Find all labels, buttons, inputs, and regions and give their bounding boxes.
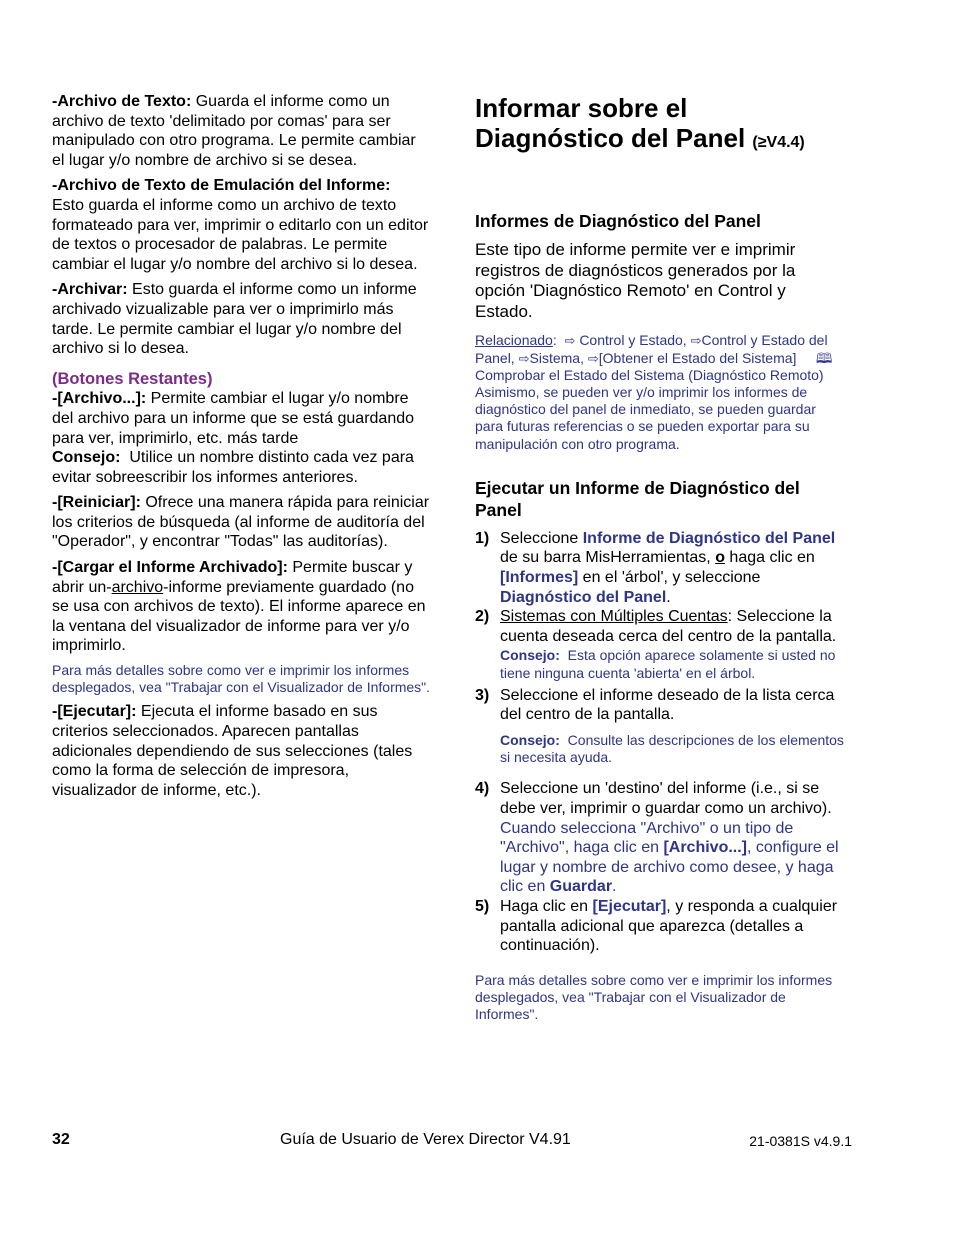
step-text: , y responda a cualquier pantalla adicional que aparezca (detalles a continuación). — [500, 897, 838, 955]
ejecutar-button-ref[interactable]: [Ejecutar] — [592, 897, 667, 915]
page-number: 32 — [52, 1131, 70, 1148]
tip-text: Esta opción aparece solamente si usted no tiene ninguna cuenta 'abierta' en el árbol. — [500, 647, 836, 681]
ejecutar-label: [Ejecutar]: — [57, 703, 137, 721]
cargar-label: [Cargar el Informe Archivado]: — [57, 559, 288, 577]
step-1 — [475, 529, 847, 607]
step-4-detail — [500, 819, 847, 897]
reiniciar-label: [Reiniciar]: — [57, 494, 141, 512]
archivo-emulacion-label: Archivo de Texto de Emulación del Informe: — [57, 177, 391, 195]
step-2-tip — [500, 647, 847, 681]
step-number: 5) — [475, 897, 490, 915]
archivo-emulacion-text: Esto guarda el informe como un archivo de texto formateado para ver, imprimir o editarlo con un editor de textos o procesador de palabras. Le permite cambiar el lugar y/o nombre del archivo si lo desea. — [52, 196, 429, 273]
archivar-text: Esto guarda el informe como un informe archivado vizualizable para ver o imprimirlo más tarde. Le permite cambiar el lugar y/o nombre del archivo si lo desea. — [52, 281, 417, 358]
step-3 — [475, 686, 847, 767]
step-number: 3) — [475, 686, 490, 704]
archivo-texto-text: Guarda el informe como un archivo de texto 'delimitado por comas' para ser manipulado con otro programa. Le permite cambiar el lugar y/o nombre de archivo si se desea. — [52, 93, 416, 169]
step-text: , configure el lugar y nombre de archivo como desee, y haga clic en — [500, 839, 839, 896]
title-line1: Informar sobre el — [475, 93, 688, 123]
archivo-texto-item: -Archivo de Texto: Guarda el informe como un archivo de texto 'delimitado por comas' para ser manipulado con otro programa. Le permite cambiar el lugar y/o nombre de archivo si se desea. — [52, 93, 416, 169]
section1-text: Este tipo de informe permite ver e imprimir registros de diagnósticos generados por la opción 'Diagnóstico Remoto' en Control y Estado. — [475, 240, 796, 321]
step-text: Haga clic en — [500, 897, 593, 915]
related-link-comprobar[interactable]: Comprobar el Estado del Sistema (Diagnóstico Remoto) — [475, 366, 824, 383]
step-text: en el 'árbol', y seleccione — [578, 568, 761, 586]
related-link-obtener[interactable]: [Obtener el Estado del Sistema] — [598, 349, 797, 366]
ejecutar-text: Ejecuta el informe basado en sus criterios seleccionados. Aparecen pantallas adicionales dependiendo de sus selecciones (tales como la forma de selección de impresora, visualizador de informe, etc.). — [52, 703, 413, 799]
arrow-icon: ⇨ — [587, 350, 599, 366]
left-column — [52, 92, 432, 806]
step-text: . — [612, 878, 617, 896]
step-text: : Seleccione la cuenta deseada cerca del centro de la pantalla. — [500, 608, 837, 645]
archivar-label: Archivar: — [57, 281, 128, 299]
related-label[interactable]: Relacionado — [475, 332, 553, 349]
cargar-text-a: Permite buscar y abrir un- — [52, 559, 413, 596]
reiniciar-text: Ofrece una manera rápida para reiniciar los criterios de búsqueda (al informe de auditoría del "Operador", y encontrar "Todas" las auditorías). — [52, 494, 430, 551]
step-text: Seleccione un 'destino' del informe (i.e., si se debe ver, imprimir o guardar como un archivo). — [500, 780, 832, 817]
archivo-button-item: -[Archivo...]: Permite cambiar el lugar y/o nombre del archivo para un informe que se está guardando para ver, imprimirlo, etc. más tarde Consejo: Utilice un nombre distinto cada vez para evitar sobreescribir los informes anteriores. — [52, 390, 415, 486]
tip-text: Consulte las descripciones de los elementos si necesita ayuda. — [500, 731, 844, 766]
document-code: 21-0381S v4.9.1 — [749, 1133, 852, 1149]
tool-informe-diagnostico[interactable]: Informe de Diagnóstico del Panel — [582, 529, 836, 547]
archivar-item: -Archivar: Esto guarda el informe como un informe archivado vizualizable para ver o imprimirlo más tarde. Le permite cambiar el lugar y/o nombre del archivo si lo desea. — [52, 281, 417, 358]
related-links: Relacionado: ⇨ Control y Estado, ⇨Control y Estado del Panel, ⇨Sistema, ⇨[Obtener el Estado del Sistema] 🕮 Comprobar el Estado del Sistema (Diagnóstico Remoto) — [475, 332, 833, 383]
tip-label: Consejo: — [500, 647, 560, 664]
step-text: Sistemas con Múltiples Cuentas — [500, 608, 728, 626]
botones-heading: (Botones Restantes) — [52, 369, 213, 388]
tip-label: Consejo: — [500, 731, 560, 748]
archivo-texto-label: Archivo de Texto: — [57, 93, 192, 110]
ejecutar-item: -[Ejecutar]: Ejecuta el informe basado en sus criterios seleccionados. Aparecen pantallas adicionales dependiendo de sus selecciones (tales como la forma de selección de impresora, visualizador de informe, etc.). — [52, 703, 413, 799]
archivo-button-text: Permite cambiar el lugar y/o nombre del archivo para un informe que se está guardando para ver, imprimirlo, etc. más tarde — [52, 390, 415, 447]
related-link-sistema[interactable]: Sistema, — [529, 349, 584, 366]
archivo-link[interactable]: archivo — [111, 578, 164, 596]
arrow-icon: ⇨ — [518, 350, 530, 366]
archivo-tip-label: Consejo: — [52, 449, 121, 467]
step-text: de su barra MisHerramientas, — [500, 549, 716, 567]
diagnostico-panel-node[interactable]: Diagnóstico del Panel — [500, 588, 667, 606]
step-text: haga clic en — [724, 549, 815, 567]
archivo-emulacion-item: -Archivo de Texto de Emulación del Informe: Esto guarda el informe como un archivo de texto formateado para ver, imprimir o editarlo con un editor de textos o procesador de palabras. Le permite cambiar el lugar y/o nombre del archivo si lo desea. — [52, 177, 429, 273]
cargar-text-b: -informe previamente guardado (no se usa con archivos de texto). El informe aparece en la ventana del visualizador de informe para ver y/o imprimirlo. — [52, 578, 426, 655]
step-text: . — [666, 588, 671, 606]
informes-tree-node[interactable]: [Informes] — [500, 568, 579, 586]
cargar-item: -[Cargar el Informe Archivado]: Permite buscar y abrir un-archivo-informe previamente guardado (no se usa con archivos de texto). El informe aparece en la ventana del visualizador de informe para ver y/o imprimirlo. — [52, 559, 426, 655]
right-note[interactable]: Para más detalles sobre como ver e imprimir los informes desplegados, vea "Trabajar con el Visualizador de Informes". — [475, 971, 833, 1023]
step-2 — [475, 607, 847, 682]
step-number: 2) — [475, 608, 490, 626]
arrow-icon: ⇨ — [690, 333, 702, 349]
archivo-button-label: [Archivo...]: — [57, 390, 147, 408]
archivo-tip-text: Utilice un nombre distinto cada vez para evitar sobreescribir los informes anteriores. — [52, 449, 414, 486]
step-4 — [475, 779, 847, 897]
section1-heading: Informes de Diagnóstico del Panel — [475, 211, 761, 231]
left-note[interactable]: Para más detalles sobre como ver e imprimir los informes desplegados, vea "Trabajar con el Visualizador de Informes". — [52, 662, 431, 696]
step-text: Seleccione el informe deseado de la lista cerca del centro de la pantalla. — [500, 686, 835, 724]
guardar-button-ref[interactable]: Guardar — [549, 878, 613, 896]
page-footer — [52, 1131, 852, 1151]
also-text: Asimismo, se pueden ver y/o imprimir los informes de diagnóstico del panel de inmediato, se pueden guardar para futuras referencias o se pueden exportar para su manipulación con otro programa. — [475, 383, 816, 452]
archivo-button-ref[interactable]: [Archivo...] — [663, 839, 747, 857]
title-line2: Diagnóstico del Panel — [475, 123, 746, 153]
step-number: 1) — [475, 529, 490, 547]
reiniciar-item: -[Reiniciar]: Ofrece una manera rápida para reiniciar los criterios de búsqueda (al informe de auditoría del "Operador", y encontrar "Todas" las auditorías). — [52, 494, 430, 551]
step-text: Seleccione — [500, 529, 583, 547]
related-link-panel[interactable]: Control y Estado del Panel, — [475, 332, 828, 366]
section2-heading: Ejecutar un Informe de Diagnóstico del Panel — [475, 477, 800, 520]
footer-title: Guía de Usuario de Verex Director V4.91 — [280, 1131, 571, 1148]
step-text: Cuando selecciona "Archivo" o un tipo de "Archivo", haga clic en — [500, 819, 794, 857]
step-or: o — [715, 549, 725, 567]
step-number: 4) — [475, 780, 490, 798]
page-title — [475, 93, 847, 158]
book-icon: 🕮 — [815, 349, 833, 366]
step-5 — [475, 897, 847, 956]
title-version: (≥V4.4) — [752, 134, 805, 151]
step-3-tip — [500, 732, 847, 766]
right-column — [475, 92, 847, 1023]
arrow-icon: ⇨ — [564, 333, 576, 349]
related-link-control[interactable]: Control y Estado, — [579, 332, 687, 349]
